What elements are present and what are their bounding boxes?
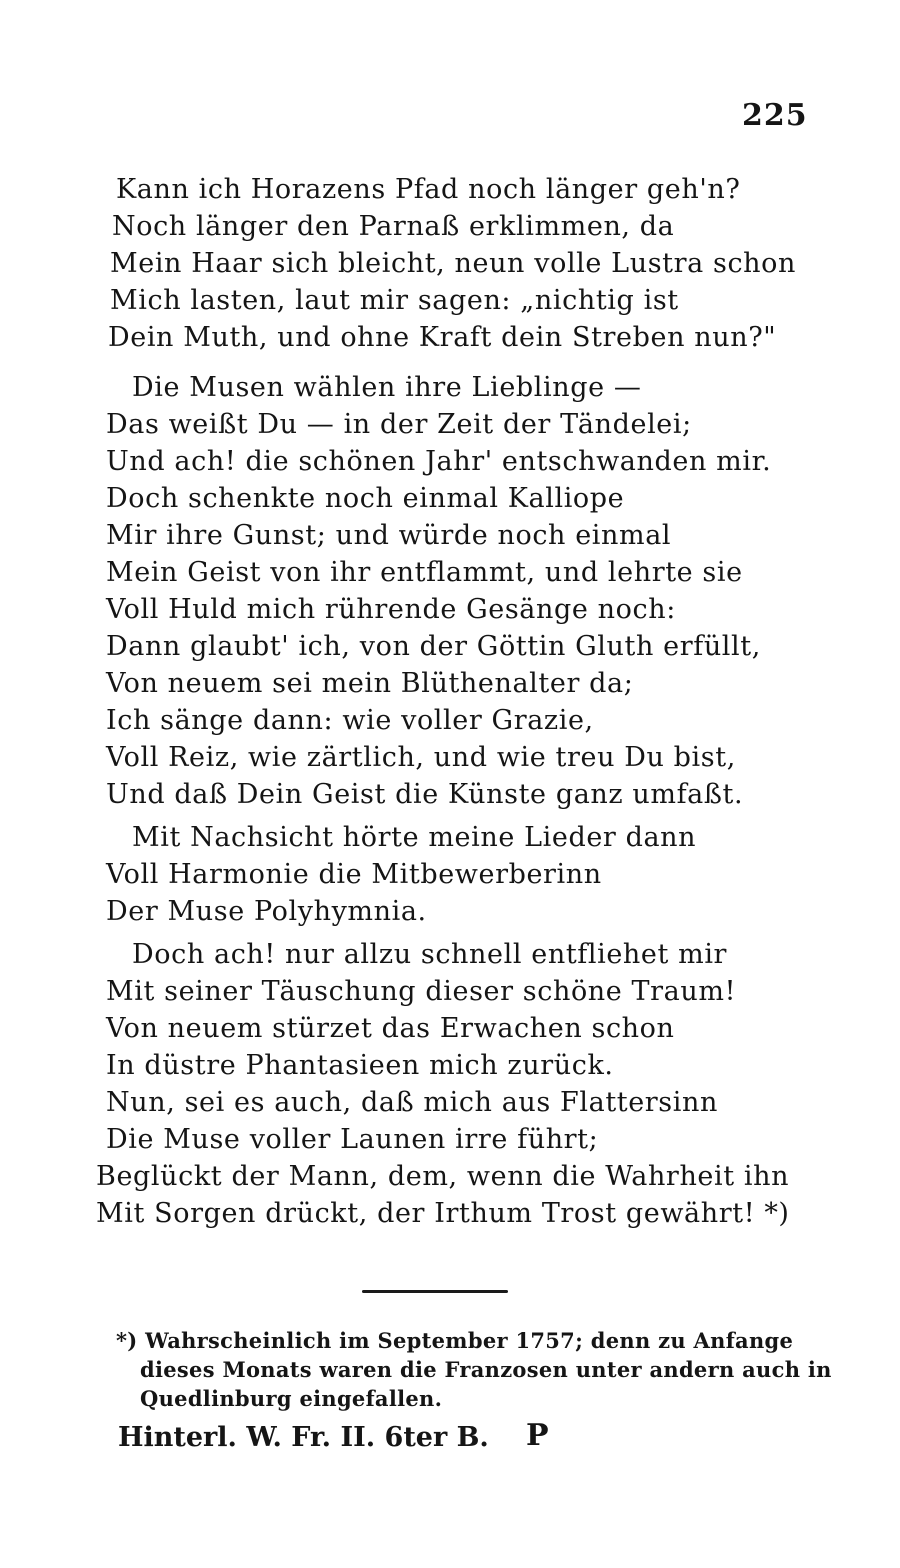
- poem-line: Der Muse Polyhymnia.: [106, 896, 427, 927]
- poem-line: Mit Sorgen drückt, der Irthum Trost gewährt! *): [96, 1198, 790, 1229]
- poem-line: Voll Huld mich rührende Gesänge noch:: [106, 594, 676, 625]
- poem-line: Mein Geist von ihr entflammt, und lehrte sie: [106, 557, 743, 588]
- poem-line: Ich sänge dann: wie voller Grazie,: [106, 705, 594, 736]
- poem-line: Beglückt der Mann, dem, wenn die Wahrheit ihn: [96, 1161, 790, 1192]
- poem-line: Und ach! die schönen Jahr' entschwanden mir.: [106, 446, 772, 477]
- poem-line: Dein Muth, und ohne Kraft dein Streben nun?": [108, 322, 777, 353]
- footnote-divider: [362, 1290, 508, 1293]
- poem-line: Mir ihre Gunst; und würde noch einmal: [106, 520, 672, 551]
- signature-mark: Hinterl. W. Fr. II. 6ter B.: [118, 1422, 489, 1453]
- poem-line: Kann ich Horazens Pfad noch länger geh'n?: [116, 174, 741, 205]
- poem-line: Das weißt Du — in der Zeit der Tändelei;: [106, 409, 692, 440]
- poem-line: Mit Nachsicht hörte meine Lieder dann: [132, 822, 697, 853]
- poem-line: Dann glaubt' ich, von der Göttin Gluth erfüllt,: [106, 631, 761, 662]
- poem-line: Die Muse voller Launen irre führt;: [106, 1124, 599, 1155]
- poem-line: Voll Reiz, wie zärtlich, und wie treu Du bist,: [106, 742, 736, 773]
- footnote-line: Quedlinburg eingefallen.: [140, 1386, 443, 1411]
- poem-line: Von neuem sei mein Blüthenalter da;: [106, 668, 634, 699]
- poem-line: Und daß Dein Geist die Künste ganz umfaßt.: [106, 779, 744, 810]
- poem-line: Die Musen wählen ihre Lieblinge —: [132, 372, 642, 403]
- poem-line: Doch schenkte noch einmal Kalliope: [106, 483, 625, 514]
- signature-letter: P: [526, 1418, 549, 1453]
- poem-line: Noch länger den Parnaß erklimmen, da: [112, 211, 675, 242]
- poem-line: Doch ach! nur allzu schnell entfliehet mir: [132, 939, 728, 970]
- footnote-line: *) Wahrscheinlich im September 1757; denn zu Anfange: [116, 1328, 794, 1353]
- poem-line: Von neuem stürzet das Erwachen schon: [106, 1013, 675, 1044]
- poem-line: Nun, sei es auch, daß mich aus Flattersinn: [106, 1087, 718, 1118]
- footnote-line: dieses Monats waren die Franzosen unter andern auch in: [140, 1357, 832, 1382]
- poem-line: Mich lasten, laut mir sagen: „nichtig ist: [110, 285, 679, 316]
- poem-line: Mein Haar sich bleicht, neun volle Lustra schon: [110, 248, 796, 279]
- poem-line: Voll Harmonie die Mitbewerberinn: [106, 859, 602, 890]
- poem-line: In düstre Phantasieen mich zurück.: [106, 1050, 614, 1081]
- page-number: 225: [742, 98, 808, 133]
- poem-line: Mit seiner Täuschung dieser schöne Traum!: [106, 976, 737, 1007]
